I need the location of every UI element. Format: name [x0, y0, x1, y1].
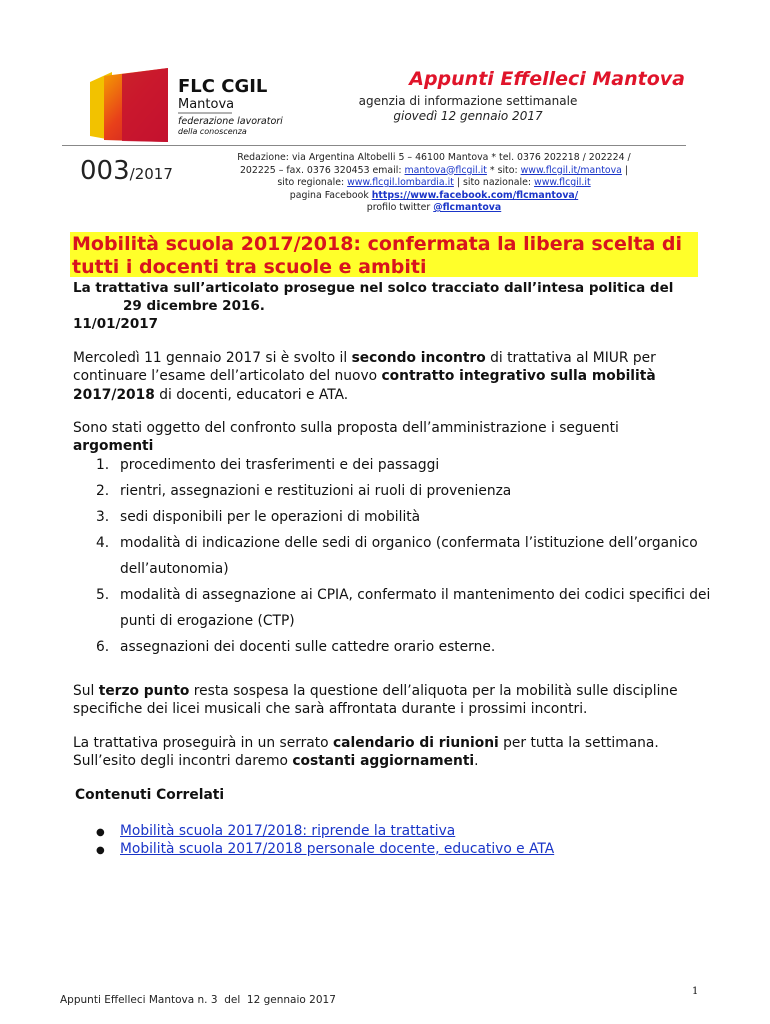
- issue-number-value: 003: [80, 156, 130, 186]
- p3-c: resta sospesa la questione dell’aliquota per la mobilità sulle discipline specifiche dei licei musicali che sarà affrontata durante i prossimi incontri.: [73, 683, 678, 718]
- header-divider: [62, 145, 686, 146]
- paragraph-terzo-punto: [73, 682, 703, 719]
- p4-d: costanti aggiornamenti: [292, 753, 475, 770]
- logo-line4: della conoscenza: [178, 127, 247, 136]
- article-date: 11/01/2017: [73, 316, 159, 332]
- headline-text: Mobilità scuola 2017/2018: confermata la libera scelta di tutti i docenti tra scuole e ambiti: [72, 233, 683, 278]
- twitter-link[interactable]: @flcmantova: [433, 202, 502, 213]
- page-number: 1: [692, 986, 699, 997]
- publication-date: giovedì 12 gennaio 2017: [393, 109, 543, 123]
- facebook-link[interactable]: https://www.facebook.com/flcmantova/: [371, 189, 579, 201]
- list-item-text: assegnazioni dei docenti sulle cattedre orario esterne.: [120, 639, 496, 655]
- redazione-line3-mid: | sito nazionale:: [453, 177, 535, 188]
- redazione-line1: Redazione: via Argentina Altobelli 5 – 46100 Mantova * tel. 0376 202218 / 202224 /: [237, 152, 631, 163]
- p1-d: contratto integrativo sulla mobilità 2017/2018: [73, 368, 656, 403]
- list-item-text: modalità di indicazione delle sedi di organico (confermata l’istituzione dell’organico dell’autonomia): [120, 535, 698, 577]
- paragraph-topics: [73, 419, 703, 456]
- p1-b: secondo incontro: [351, 350, 486, 366]
- email-link[interactable]: mantova@flcgil.it: [404, 164, 487, 176]
- list-item: [96, 452, 716, 478]
- list-item-number: 6.: [96, 639, 110, 655]
- list-item-number: 2.: [96, 483, 110, 499]
- logo-line3: federazione lavoratori: [178, 116, 283, 127]
- regional-site-link[interactable]: www.flcgil.lombardia.it: [347, 177, 454, 188]
- p4-a: La trattativa proseguirà in un serrato: [73, 735, 333, 751]
- p3-b: terzo punto: [98, 683, 190, 699]
- list-item: [96, 504, 716, 530]
- list-item-text: procedimento dei trasferimenti e dei passaggi: [120, 457, 440, 473]
- p1-c: di trattativa al MIUR per continuare l’esame dell’articolato del nuovo: [73, 350, 656, 385]
- list-item-number: 5.: [96, 587, 110, 603]
- redazione-line2-prefix: 202225 – fax. 0376 320453 email:: [239, 164, 405, 176]
- paragraph-intro: [73, 349, 703, 404]
- logo-line2: Mantova: [178, 97, 235, 112]
- logo-line1: FLC CGIL: [178, 76, 268, 97]
- article-headline: [70, 232, 698, 277]
- article-subhead-line1: La trattativa sull’articolato prosegue nel solco tracciato dall’intesa politica del: [73, 280, 674, 296]
- paragraph-calendario: [73, 734, 703, 771]
- related-links: [96, 822, 696, 858]
- p2-a: Sono stati oggetto del confronto sulla proposta dell’amministrazione i seguenti: [73, 420, 619, 436]
- redazione-line2-mid: * sito:: [486, 164, 521, 176]
- list-item-text: rientri, assegnazioni e restituzioni ai ruoli di provenienza: [120, 483, 512, 499]
- publication-title: Appunti Effelleci Mantova: [409, 68, 685, 90]
- redazione-line5-prefix: profilo twitter: [366, 202, 434, 213]
- footer-text: Appunti Effelleci Mantova n. 3 del 12 gennaio 2017: [60, 994, 336, 1006]
- publication-subtitle: agenzia di informazione settimanale: [358, 94, 578, 108]
- national-site-link[interactable]: www.flcgil.it: [534, 177, 591, 188]
- bullet-icon: ●: [96, 845, 105, 856]
- related-link[interactable]: Mobilità scuola 2017/2018 personale docente, educativo e ATA: [120, 841, 555, 857]
- list-item: [96, 478, 716, 504]
- site-link[interactable]: www.flcgil.it/mantova: [520, 164, 622, 176]
- issue-year: /2017: [129, 165, 173, 183]
- list-item-text: sedi disponibili per le operazioni di mobilità: [120, 509, 421, 525]
- list-item: [96, 634, 716, 660]
- list-item: [96, 582, 716, 634]
- p3-a: Sul: [73, 683, 99, 699]
- p4-c: per tutta la settimana. Sull’esito degli incontri daremo: [73, 735, 659, 770]
- p4-b: calendario di riunioni: [333, 735, 499, 751]
- p1-a: Mercoledì 11 gennaio 2017 si è svolto il: [73, 350, 352, 366]
- flc-cgil-logo: [82, 64, 302, 144]
- article-subhead-line2: 29 dicembre 2016.: [123, 298, 265, 314]
- list-item-number: 3.: [96, 509, 110, 525]
- topics-list: [96, 452, 716, 660]
- related-heading: Contenuti Correlati: [75, 787, 225, 803]
- redazione-line2-suffix: |: [621, 164, 629, 176]
- related-link[interactable]: Mobilità scuola 2017/2018: riprende la trattativa: [120, 823, 456, 839]
- list-item: [96, 822, 696, 840]
- p2-b: argomenti: [73, 438, 154, 455]
- list-item: [96, 840, 696, 858]
- list-item-number: 1.: [96, 457, 110, 473]
- list-item-text: modalità di assegnazione ai CPIA, confermato il mantenimento dei codici specifici dei punti di erogazione (CTP): [120, 587, 711, 629]
- bullet-icon: ●: [96, 827, 105, 838]
- redazione-block: [205, 152, 663, 215]
- p4-e: .: [474, 753, 479, 770]
- p1-e: di docenti, educatori e ATA.: [154, 386, 349, 403]
- redazione-line3-prefix: sito regionale:: [277, 177, 348, 188]
- list-item-number: 4.: [96, 535, 110, 551]
- list-item: [96, 530, 716, 582]
- issue-number: [80, 156, 173, 186]
- redazione-line4-prefix: pagina Facebook: [289, 189, 372, 201]
